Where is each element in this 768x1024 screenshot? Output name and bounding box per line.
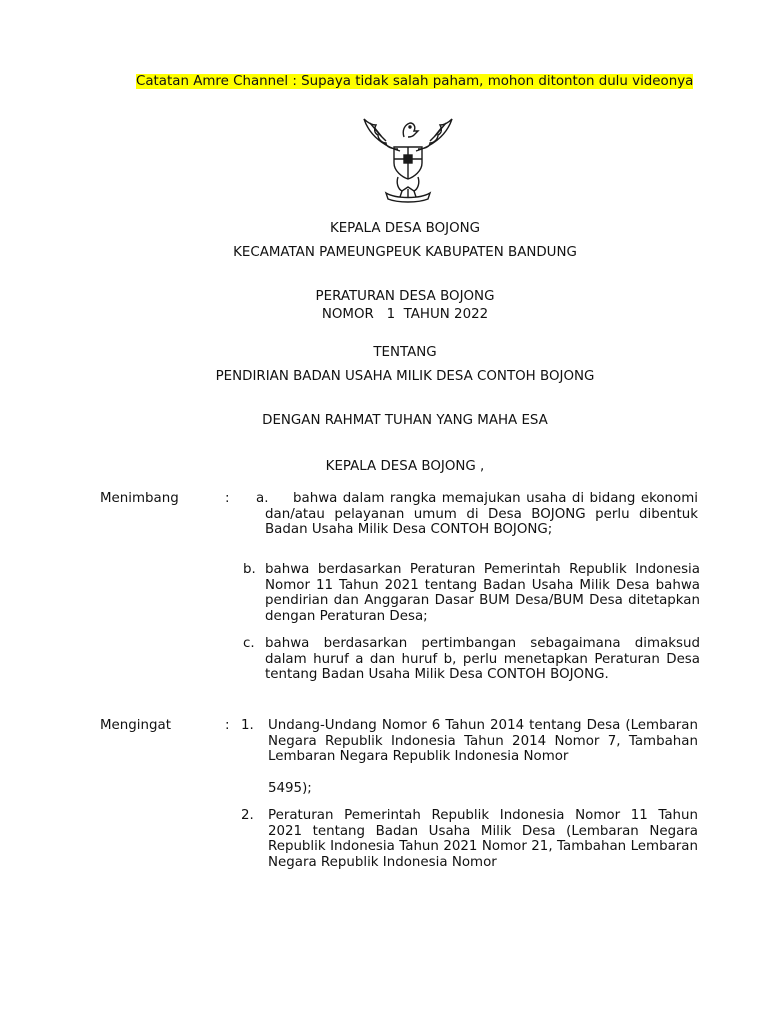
menimbang-item-c: bahwa berdasarkan pertimbangan sebagaimana dimaksud dalam huruf a dan huruf b, perlu menetapkan Peraturan Desa tentang Badan Usaha Milik Desa CONTOH BOJONG. <box>265 636 700 683</box>
mengingat-item-2: Peraturan Pemerintah Republik Indonesia Nomor 11 Tahun 2021 tentang Badan Usaha Milik Desa (Lembaran Negara Republik Indonesia Tahun 2021 Nomor 21, Tambahan Lembaran Negara Republik Indonesia Nomor <box>268 808 698 870</box>
garuda-emblem-icon <box>356 107 460 203</box>
mengingat-item-1-tail: 5495); <box>268 781 312 796</box>
district-heading: KECAMATAN PAMEUNGPEUK KABUPATEN BANDUNG <box>233 245 577 260</box>
mengingat-item-1: Undang-Undang Nomor 6 Tahun 2014 tentang Desa (Lembaran Negara Republik Indonesia Tahun 2014 Nomor 7, Tambahan Lembaran Negara Republik Indonesia Nomor <box>268 718 698 765</box>
menimbang-marker-a: a. <box>256 491 269 506</box>
menimbang-item-a: bahwa dalam rangka memajukan usaha di bidang ekonomi dan/atau pelayanan umum di Desa BOJONG perlu dibentuk Badan Usaha Milik Desa CONTOH BOJONG; <box>265 491 698 538</box>
menimbang-item-b: bahwa berdasarkan Peraturan Pemerintah Republik Indonesia Nomor 11 Tahun 2021 tentang Badan Usaha Milik Desa bahwa pendirian dan Anggaran Dasar BUM Desa/BUM Desa ditetapkan dengan Peraturan Desa; <box>265 562 700 624</box>
channel-note-text: Catatan Amre Channel : Supaya tidak salah paham, mohon ditonton dulu videonya <box>136 74 694 89</box>
about-heading: TENTANG <box>373 345 437 360</box>
regulation-number: NOMOR 1 TAHUN 2022 <box>321 307 489 322</box>
menimbang-colon: : <box>225 491 230 506</box>
mengingat-marker-1: 1. <box>241 718 254 733</box>
regulation-title: PERATURAN DESA BOJONG <box>315 289 495 304</box>
blessing-line: DENGAN RAHMAT TUHAN YANG MAHA ESA <box>262 413 548 428</box>
village-head-heading: KEPALA DESA BOJONG <box>329 221 481 236</box>
menimbang-marker-b: b. <box>243 562 256 577</box>
signatory-heading: KEPALA DESA BOJONG , <box>325 459 485 474</box>
regulation-subject: PENDIRIAN BADAN USAHA MILIK DESA CONTOH BOJONG <box>215 369 595 384</box>
mengingat-marker-2: 2. <box>241 808 254 823</box>
menimbang-marker-c: c. <box>243 636 255 651</box>
channel-note <box>136 73 706 91</box>
menimbang-label: Menimbang <box>100 491 179 506</box>
mengingat-colon: : <box>225 718 230 733</box>
mengingat-label: Mengingat <box>100 718 171 733</box>
